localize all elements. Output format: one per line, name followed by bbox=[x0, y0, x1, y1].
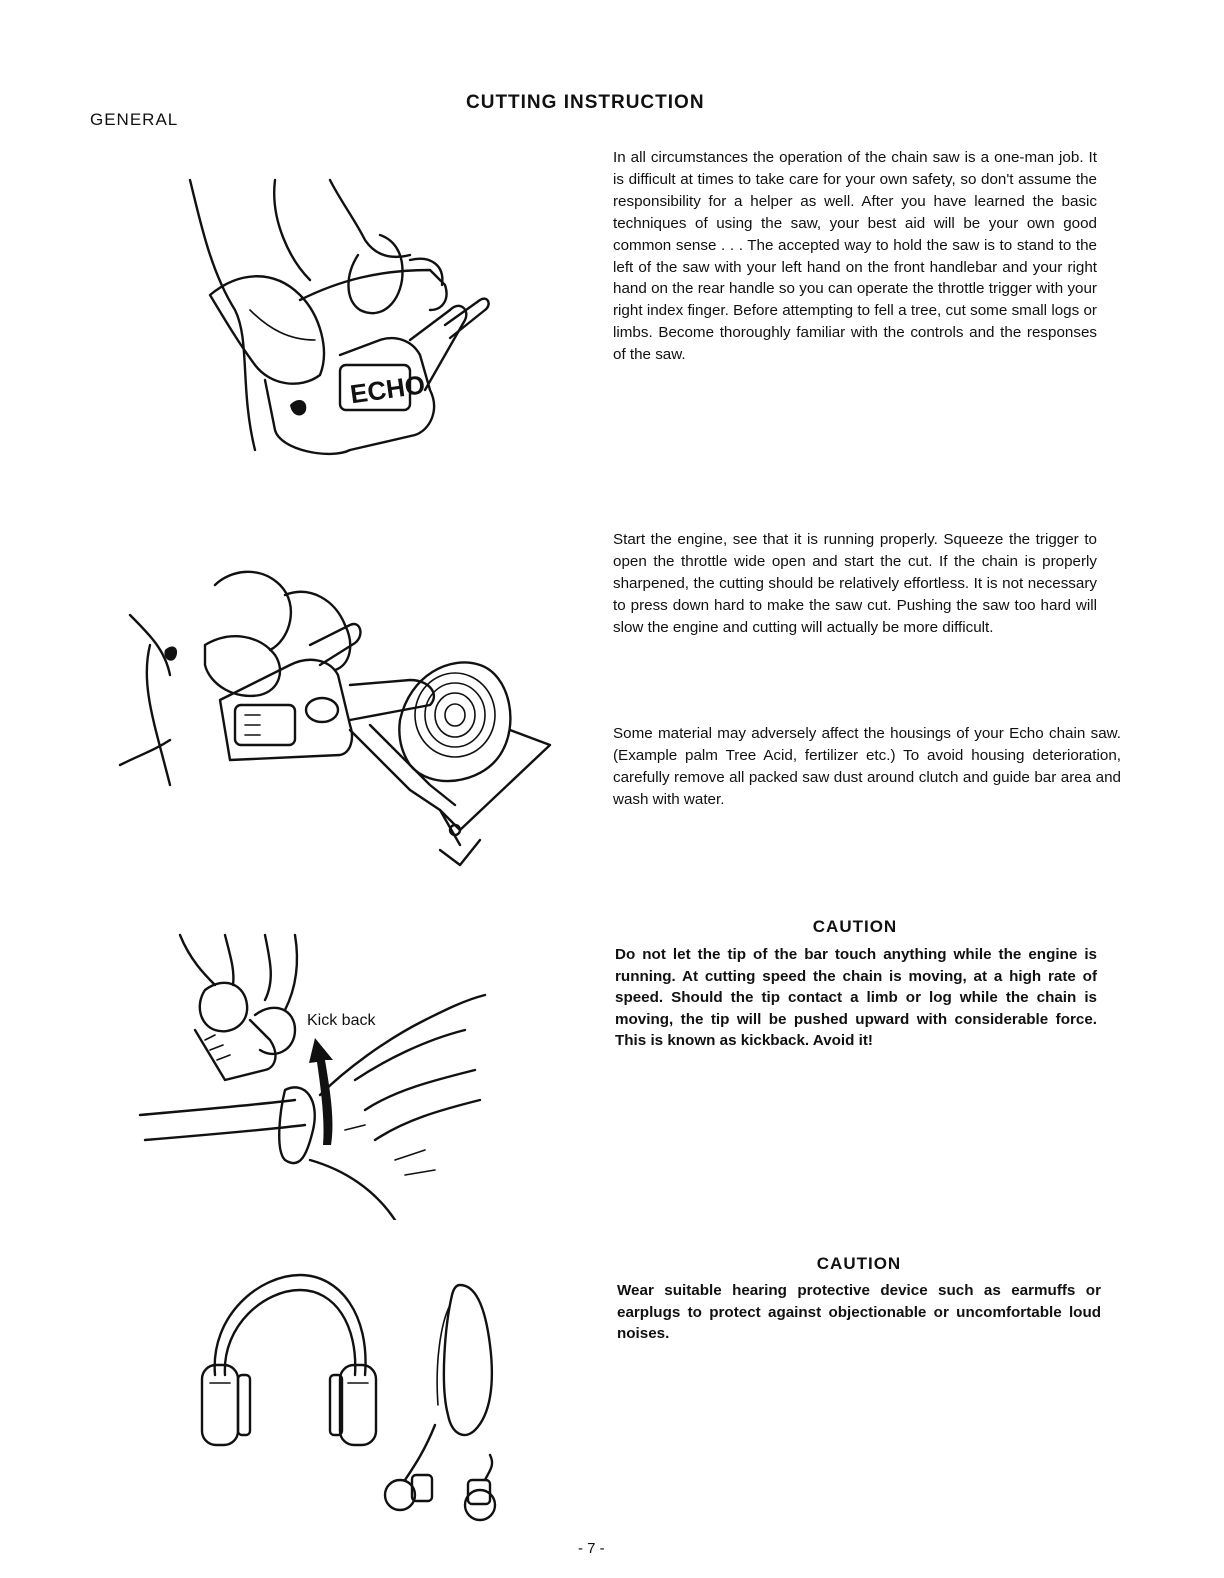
earplugs-icon bbox=[385, 1285, 495, 1520]
figure-holding-saw bbox=[180, 160, 510, 470]
caution-heading-kickback: CAUTION bbox=[812, 917, 898, 936]
section-heading: GENERAL bbox=[90, 110, 179, 129]
caution-heading-hearing: CAUTION bbox=[816, 1254, 902, 1273]
page-title: CUTTING INSTRUCTION bbox=[466, 92, 705, 113]
saw-brand-label: ECHO bbox=[348, 369, 427, 410]
earmuffs-icon bbox=[202, 1275, 376, 1445]
page-number: - 7 - bbox=[578, 1540, 605, 1557]
illustration-saw-and-log bbox=[110, 555, 570, 875]
paragraph-holding-saw: In all circumstances the operation of the chain saw is a one-man job. It is difficult at times to take care for your own safety, so don't assume the responsibility for a helper as well. After you have learned the basic techniques of using the saw, your best aid will be your own good common sense . . . The accepted way to hold the saw is to stand to the left of the saw with your left hand on the front handlebar and your right hand on the rear handle so you can operate the throttle trigger with your right index finger. Before attempting to fell a tree, cut some small logs or limbs. Become thoroughly familiar with the controls and the responses of the saw. bbox=[613, 149, 1097, 364]
kickback-label: Kick back bbox=[307, 1012, 376, 1029]
paragraph-housing-care: Some material may adversely affect the housings of your Echo chain saw. (Example palm Tree Acid, fertilizer etc.) To avoid housing deterioration, carefully remove all packed saw dust around clutch and guide bar area and wash with water. bbox=[613, 725, 1121, 808]
figure-hearing-protection bbox=[190, 1265, 510, 1530]
caution-text-kickback: Do not let the tip of the bar touch anything while the engine is running. At cutting speed the chain is moving, at a high rate of speed. Should the tip contact a limb or log while the chain is moving, the tip will be pushed upward with considerable force. This is known as kickback. Avoid it! bbox=[615, 946, 1097, 1050]
illustration-hands-on-saw bbox=[180, 160, 510, 470]
figure-cutting-log bbox=[110, 555, 570, 875]
paragraph-starting-cut: Start the engine, see that it is running properly. Squeeze the trigger to open the throttle wide open and start the cut. If the chain is properly sharpened, the cutting should be relatively effortless. It is not necessary to press down hard to make the saw cut. Pushing the saw too hard will slow the engine and cutting will actually be more difficult. bbox=[613, 531, 1097, 636]
illustration-kickback bbox=[135, 930, 495, 1220]
figure-kickback bbox=[135, 930, 495, 1220]
illustration-earmuffs-earplugs bbox=[190, 1265, 510, 1530]
caution-text-hearing: Wear suitable hearing protective device such as earmuffs or earplugs to protect against objectionable or uncomfortable loud noises. bbox=[617, 1282, 1101, 1343]
